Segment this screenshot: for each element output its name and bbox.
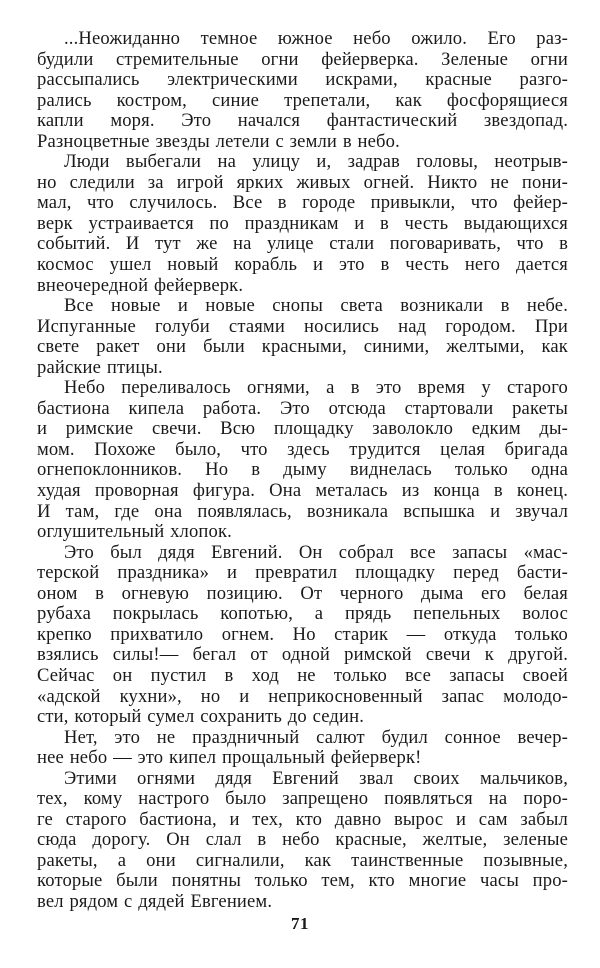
- paragraph: [37, 728, 568, 769]
- text-line: космос ушел новый корабль и это в честь него дается: [37, 254, 568, 276]
- text-line: верк устраивается по праздникам и в честь выдающихся: [37, 212, 568, 234]
- text-line: рассыпались электрическими искрами, красные разго-: [37, 69, 568, 91]
- text-line: нее небо — это кипел прощальный фейерверк!: [37, 747, 422, 769]
- page-number: 71: [291, 914, 309, 933]
- text-line: худая проворная фигура. Она металась из конца в конец.: [37, 480, 568, 502]
- text-line: свете ракет они были красными, синими, желтыми, как: [37, 336, 568, 358]
- paragraph: [37, 29, 568, 152]
- paragraph: [37, 296, 568, 378]
- text-line: рубаха покрылась копотью, а прядь пепельных волос: [37, 603, 568, 625]
- text-line: Этими огнями дядя Евгений звал своих мальчиков,: [64, 767, 568, 789]
- text-line: и римские свечи. Всю площадку заволокло едким ды-: [37, 418, 568, 440]
- text-line: Небо переливалось огнями, а в это время у старого: [64, 377, 568, 399]
- text-line: тех, кому настрого было запрещено появляться на поро-: [37, 788, 568, 810]
- text-line: И там, где она появлялась, возникала вспышка и звучал: [37, 500, 568, 522]
- text-line: мал, что случилось. Все в городе привыкли, что фейер-: [37, 192, 568, 214]
- text-line: ...Неожиданно темное южное небо ожило. Его раз-: [64, 28, 568, 49]
- text-line: рались костром, синие трепетали, как фосфорящиеся: [37, 89, 568, 111]
- text-line: внеочередной фейерверк.: [37, 274, 244, 296]
- text-line: сюда дорогу. Он слал в небо красные, желтые, зеленые: [37, 829, 568, 851]
- text-line: но следили за игрой ярких живых огней. Никто не пони-: [37, 171, 568, 193]
- paragraph: [37, 769, 568, 913]
- text-line: терской праздника» и превратил площадку перед басти-: [37, 562, 568, 584]
- text-line: будили стремительные огни фейерверка. Зеленые огни: [37, 48, 568, 70]
- text-line: Испуганные голуби стаями носились над городом. При: [37, 315, 568, 337]
- text-line: взялись силы!— бегал от одной римской свечи к другой.: [37, 644, 568, 666]
- text-line: Это был дядя Евгений. Он собрал все запасы «мас-: [64, 541, 568, 563]
- text-line: крепко прихватило огнем. Но старик — откуда только: [37, 623, 568, 645]
- text-line: оном в огневую позицию. От черного дыма его белая: [37, 582, 568, 604]
- text-line: ге старого бастиона, и тех, кто давно вырос и сам забыл: [37, 808, 568, 830]
- text-line: Люди выбегали на улицу и, задрав головы, неотрыв-: [64, 151, 568, 173]
- text-line: капли моря. Это начался фантастический звездопад.: [37, 110, 568, 132]
- paragraph: [37, 378, 568, 542]
- text-line: которые были понятны только тем, кто многие часы про-: [37, 870, 568, 892]
- text-line: Нет, это не праздничный салют будил сонное вечер-: [64, 726, 568, 748]
- text-line: огнепоклонников. Но в дыму виднелась только одна: [37, 459, 568, 481]
- text-line: мом. Похоже было, что здесь трудится целая бригада: [37, 438, 568, 460]
- text-line: «адской кухни», но и неприкосновенный запас молодо-: [37, 685, 568, 707]
- paragraph: [37, 543, 568, 728]
- text-line: оглушительный хлопок.: [37, 521, 232, 543]
- text-line: Все новые и новые снопы света возникали в небе.: [64, 295, 568, 317]
- text-line: Сейчас он пустил в ход не только все запасы своей: [37, 664, 568, 686]
- book-page-text: [37, 29, 568, 913]
- text-line: событий. И тут же на улице стали поговаривать, что в: [37, 233, 568, 255]
- text-line: ракеты, а они сигналили, как таинственные позывные,: [37, 849, 568, 871]
- text-line: райские птицы.: [37, 356, 163, 378]
- text-line: Разноцветные звезды летели с земли в небо.: [37, 130, 400, 152]
- text-line: бастиона кипела работа. Это отсюда стартовали ракеты: [37, 397, 568, 419]
- text-line: сти, который сумел сохранить до седин.: [37, 706, 365, 728]
- paragraph: [37, 152, 568, 296]
- text-line: вел рядом с дядей Евгением.: [37, 890, 273, 912]
